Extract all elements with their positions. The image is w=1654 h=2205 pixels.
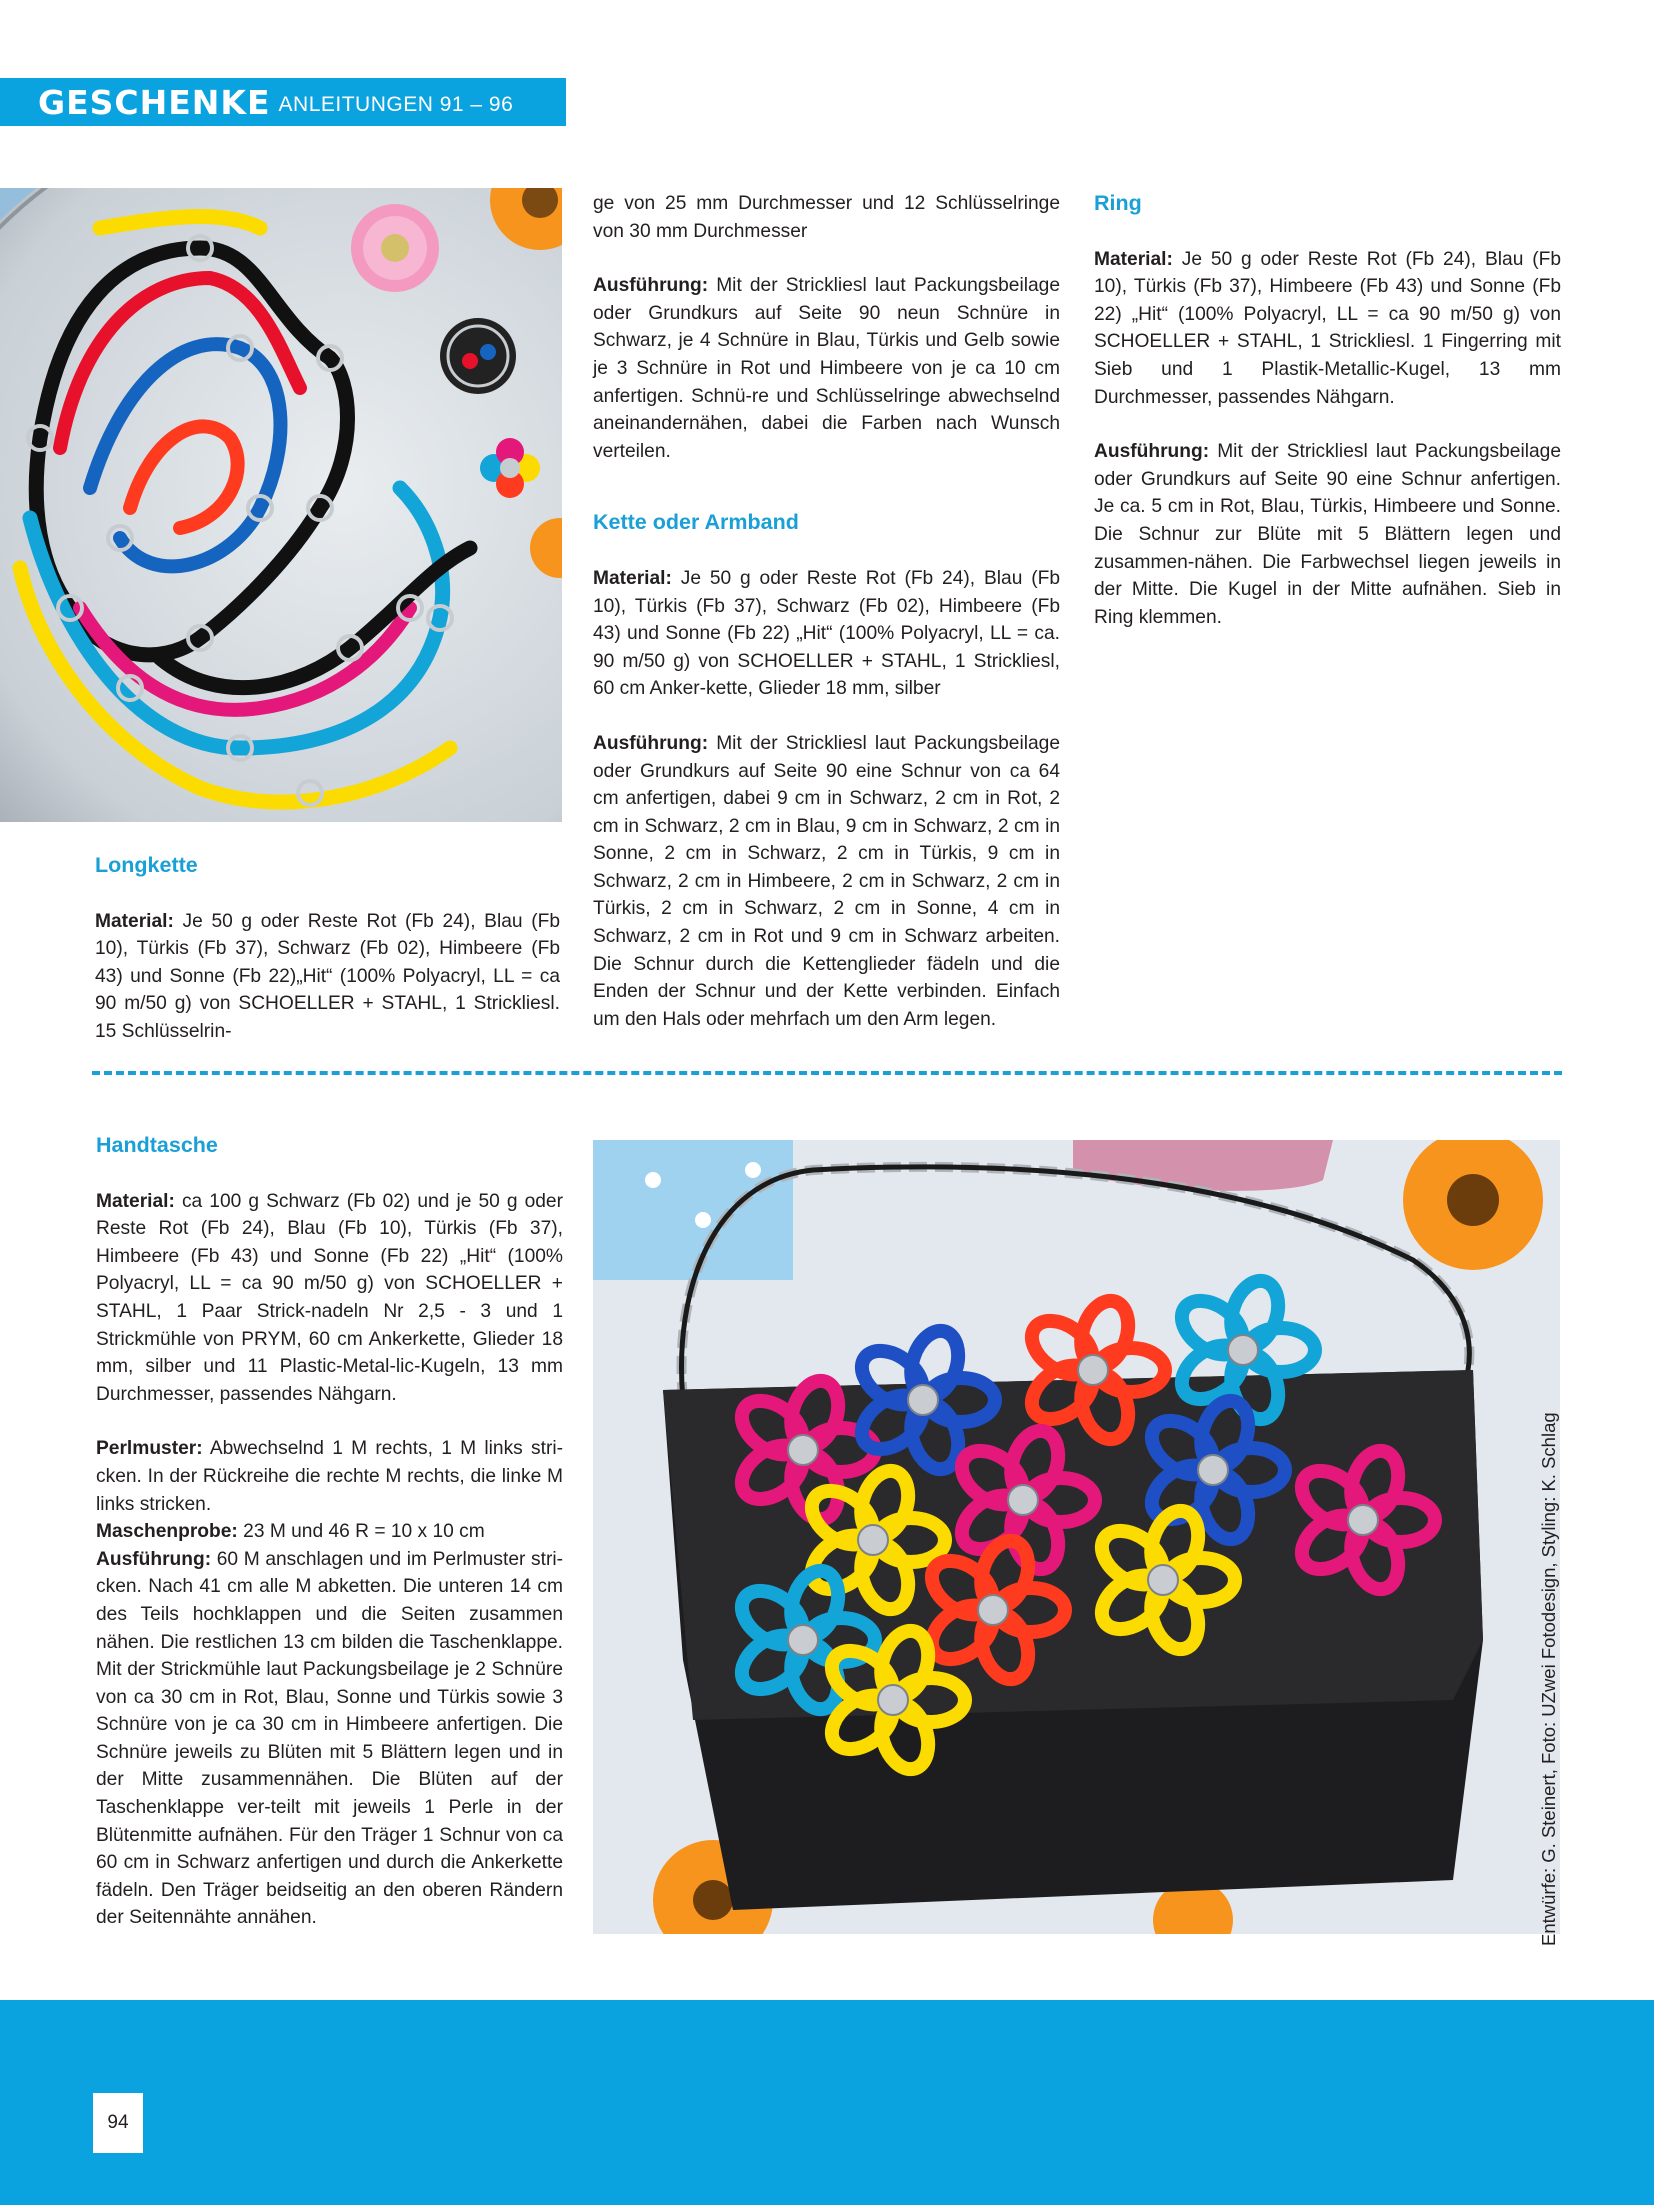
- longkette-material: Material: Je 50 g oder Reste Rot (Fb 24), Blau (Fb 10), Türkis (Fb 37), Schwarz (Fb 02), Himbeere (Fb 43) und Sonne (Fb 22)„Hit“ (100% Polyacryl, LL = ca 90 m/50 g) von SCHOELLER + STAHL, 1 Strickliesl. 15 Schlüsselrin-: [95, 910, 560, 1042]
- photo-credit: Entwürfe: G. Steinert, Foto: UZwei Fotodesign, Styling: K. Schlag: [1538, 1412, 1559, 1946]
- handtasche-section: [96, 1132, 563, 1959]
- section-divider: [92, 1071, 1562, 1075]
- longkette-heading: Longkette: [95, 853, 198, 877]
- longkette-section: [95, 852, 560, 1073]
- handbag-photo: [593, 1140, 1560, 1934]
- handtasche-heading: Handtasche: [96, 1133, 218, 1157]
- ring-heading: Ring: [1094, 191, 1142, 215]
- section-subtitle: ANLEITUNGEN 91 – 96: [278, 93, 514, 116]
- longkette-material-continued: ge von 25 mm Durchmesser und 12 Schlüsselringe von 30 mm Durchmesser: [593, 193, 1060, 242]
- kette-ausfuehrung: Ausführung: Mit der Strickliesl laut Packungsbeilage oder Grundkurs auf Seite 90 eine Schnur von ca 64 cm anfertigen, dabei 9 cm in Schwarz, 2 cm in Rot, 2 cm in Schwarz, 2 cm in Blau, 9 cm in Schwarz, 2 cm in Sonne, 2 cm in Schwarz, 2 cm in Türkis, 9 cm in Schwarz, 2 cm in Himbeere, 2 cm in Schwarz, 2 cm in Türkis, 2 cm in Schwarz, 2 cm in Sonne, 4 cm in Schwarz, 2 cm in Rot und 9 cm in Schwarz arbeiten. Die Schnur durch die Kettenglieder fädeln und die Enden der Schnur und der Kette verbinden. Einfach um den Hals oder mehrfach um den Arm legen.: [593, 732, 1060, 1030]
- handtasche-ausfuehrung: Ausführung: 60 M anschlagen und im Perlmuster stri-cken. Nach 41 cm alle M abketten. Die unteren 14 cm des Teils hochklappen und die Seiten zusammen nähen. Die restlichen 13 cm bilden die Taschenklappe. Mit der Strickmühle laut Packungsbeilage je 2 Schnüre von ca 30 cm in Rot, Blau, Sonne und Türkis sowie 3 Schnüre von je ca 30 cm in Himbeere anfertigen. Die Schnüre jeweils zu Blüten mit 5 Blättern legen und in der Mitte zusammennähen. Die Blüten auf der Taschenklappe ver-teilt mit jeweils 1 Perle in der Blütenmitte aufnähen. Für den Träger 1 Schnur von ca 60 cm in Schwarz anfertigen und durch die Ankerkette fädeln. Den Träger beidseitig an den oberen Rändern der Seitennähte annähen.: [96, 1548, 563, 1929]
- kette-material: Material: Je 50 g oder Reste Rot (Fb 24), Blau (Fb 10), Türkis (Fb 37), Schwarz (Fb 02), Himbeere (Fb 43) und Sonne (Fb 22) „Hit“ (100% Polyacryl, LL = ca. 90 m/50 g) von SCHOELLER + STAHL, 1 Strickliesl, 60 cm Anker-kette, Glieder 18 mm, silber: [593, 567, 1060, 700]
- section-title: GESCHENKE: [38, 82, 271, 122]
- section-header-bar: [0, 78, 566, 126]
- necklace-photo: [0, 188, 562, 822]
- ring-section: [1094, 190, 1561, 658]
- ring-ausfuehrung: Ausführung: Mit der Strickliesl laut Packungsbeilage oder Grundkurs auf Seite 90 eine Schnur anfertigen. Je ca. 5 cm in Rot, Blau, Türkis, Himbeere und Sonne. Die Schnur zur Blüte mit 5 Blättern legen und zusammen-nähen. Die Farbwechsel liegen jeweils in der Mitte. Die Kugel in der Mitte aufnähen. Sieb in Ring klemmen.: [1094, 441, 1561, 628]
- footer-band: [0, 2000, 1654, 2205]
- handtasche-perlmuster: Perlmuster: Abwechselnd 1 M rechts, 1 M links stri-cken. In der Rückreihe die rechte M rechts, die linke M links stricken.: [96, 1438, 563, 1515]
- longkette-ausfuehrung: Ausführung: Mit der Strickliesl laut Packungsbeilage oder Grundkurs auf Seite 90 neun Schnüre in Schwarz, je 4 Schnüre in Blau, Türkis und Gelb sowie je 3 Schnüre in Rot und Himbeere von je ca 10 cm anfertigen. Schnü-re und Schlüsselringe abwechselnd aneinandernähen, dabei die Farben nach Wunsch verteilen.: [593, 275, 1060, 462]
- middle-column: [593, 190, 1060, 1060]
- ring-material: Material: Je 50 g oder Reste Rot (Fb 24), Blau (Fb 10), Türkis (Fb 37), Himbeere (Fb 43) und Sonne (Fb 22) „Hit“ (100% Polyacryl, LL = ca 90 m/50 g) von SCHOELLER + STAHL, 1 Strickliesl. 1 Fingerring mit Sieb und 1 Plastik-Metallic-Kugel, 13 mm Durchmesser, passendes Nähgarn.: [1094, 248, 1561, 408]
- handtasche-material: Material: ca 100 g Schwarz (Fb 02) und je 50 g oder Reste Rot (Fb 24), Blau (Fb 10), Türkis (Fb 37), Himbeere (Fb 43) und Sonne (Fb 22) „Hit“ (100% Polyacryl, LL = ca 90 m/50 g) von SCHOELLER + STAHL, 1 Paar Strick-nadeln Nr 2,5 - 3 und 1 Strickmühle von PRYM, 60 cm Ankerkette, Glieder 18 mm, silber und 11 Plastic-Metal-lic-Kugeln, 13 mm Durchmesser, passendes Nähgarn.: [96, 1190, 563, 1405]
- handtasche-maschenprobe: Maschenprobe: 23 M und 46 R = 10 x 10 cm: [96, 1521, 485, 1543]
- kette-heading: Kette oder Armband: [593, 510, 799, 535]
- page-number: 94: [93, 2093, 143, 2153]
